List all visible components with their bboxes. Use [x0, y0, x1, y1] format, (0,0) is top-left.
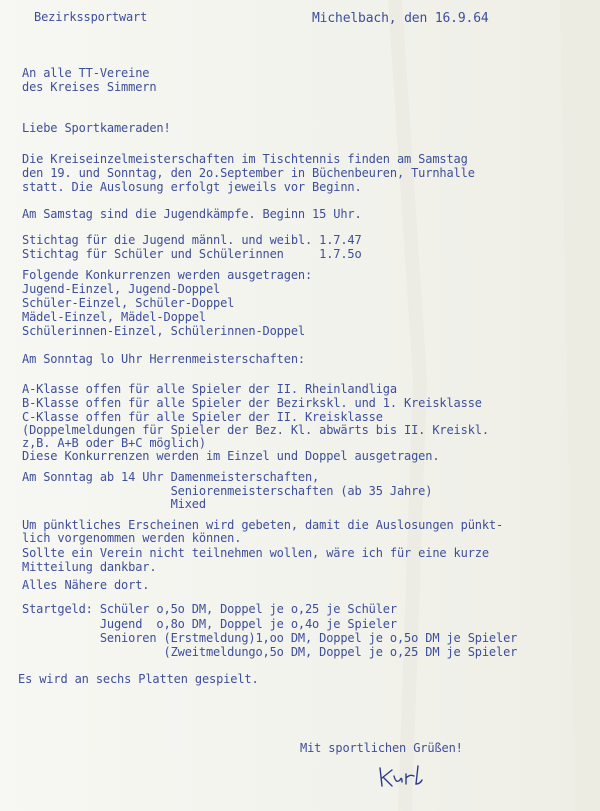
competition-line: Jugend-Einzel, Jugend-Doppel: [22, 282, 221, 296]
body-line: Am Sonntag ab 14 Uhr Damenmeisterschaften,: [22, 470, 320, 484]
address-line: des Kreises Simmern: [22, 80, 157, 94]
class-line: (Doppelmeldungen für Spieler der Bez. Kl. abwärts bis II. Kreiskl.: [22, 423, 489, 437]
body-line: Am Samstag sind die Jugendkämpfe. Beginn 15 Uhr.: [22, 207, 362, 221]
body-line: den 19. und Sonntag, den 2o.September in Büchenbeuren, Turnhalle: [22, 166, 475, 180]
class-line: B-Klasse offen für alle Spieler der Bezirkskl. und 1. Kreisklasse: [22, 396, 482, 410]
body-line: Mixed: [22, 497, 206, 511]
class-line: Diese Konkurrenzen werden im Einzel und Doppel ausgetragen.: [22, 449, 440, 463]
fee-line: Jugend o,8o DM, Doppel je o,4o je Spieler: [22, 617, 397, 631]
handwritten-signature: [372, 760, 432, 794]
competition-line: Schülerinnen-Einzel, Schülerinnen-Doppel: [22, 324, 305, 338]
body-line: lich vorgenommen werden können.: [22, 531, 242, 545]
competition-line: Schüler-Einzel, Schüler-Doppel: [22, 296, 235, 310]
body-line: statt. Die Auslosung erfolgt jeweils vor Beginn.: [22, 180, 362, 194]
body-line: Alles Nähere dort.: [22, 578, 150, 592]
body-line: Am Sonntag lo Uhr Herrenmeisterschaften:: [22, 352, 305, 366]
class-line: z,B. A+B oder B+C möglich): [22, 436, 206, 450]
body-line: Sollte ein Verein nicht teilnehmen wollen, wäre ich für eine kurze: [22, 546, 489, 560]
fee-line: Startgeld: Schüler o,5o DM, Doppel je o,25 je Schüler: [22, 602, 397, 616]
deadline-line: Stichtag für Schüler und Schülerinnen 1.7.5o: [22, 247, 362, 261]
salutation: Liebe Sportkameraden!: [22, 121, 171, 135]
sender-title: Bezirkssportwart: [34, 10, 148, 24]
class-line: C-Klasse offen für alle Spieler der II. Kreisklasse: [22, 410, 383, 424]
body-line: Seniorenmeisterschaften (ab 35 Jahre): [22, 484, 433, 498]
place-and-date: Michelbach, den 16.9.64: [312, 11, 489, 26]
class-line: A-Klasse offen für alle Spieler der II. Rheinlandliga: [22, 382, 397, 396]
body-line: Es wird an sechs Platten gespielt.: [18, 672, 259, 686]
body-line: Um pünktliches Erscheinen wird gebeten, damit die Auslosungen pünkt-: [22, 518, 504, 532]
competition-line: Folgende Konkurrenzen werden ausgetragen:: [22, 268, 313, 282]
fee-line: Senioren (Erstmeldung)1,oo DM, Doppel je o,5o DM je Spieler: [22, 631, 518, 645]
body-line: Mitteilung dankbar.: [22, 560, 157, 574]
deadline-line: Stichtag für die Jugend männl. und weibl. 1.7.47: [22, 233, 362, 247]
address-line: An alle TT-Vereine: [22, 66, 150, 80]
closing-phrase: Mit sportlichen Grüßen!: [300, 741, 463, 755]
body-line: Die Kreiseinzelmeisterschaften im Tischtennis finden am Samstag: [22, 152, 468, 166]
fee-line: (Zweitmeldungo,5o DM, Doppel je o,25 DM je Spieler: [22, 645, 518, 659]
competition-line: Mädel-Einzel, Mädel-Doppel: [22, 310, 206, 324]
